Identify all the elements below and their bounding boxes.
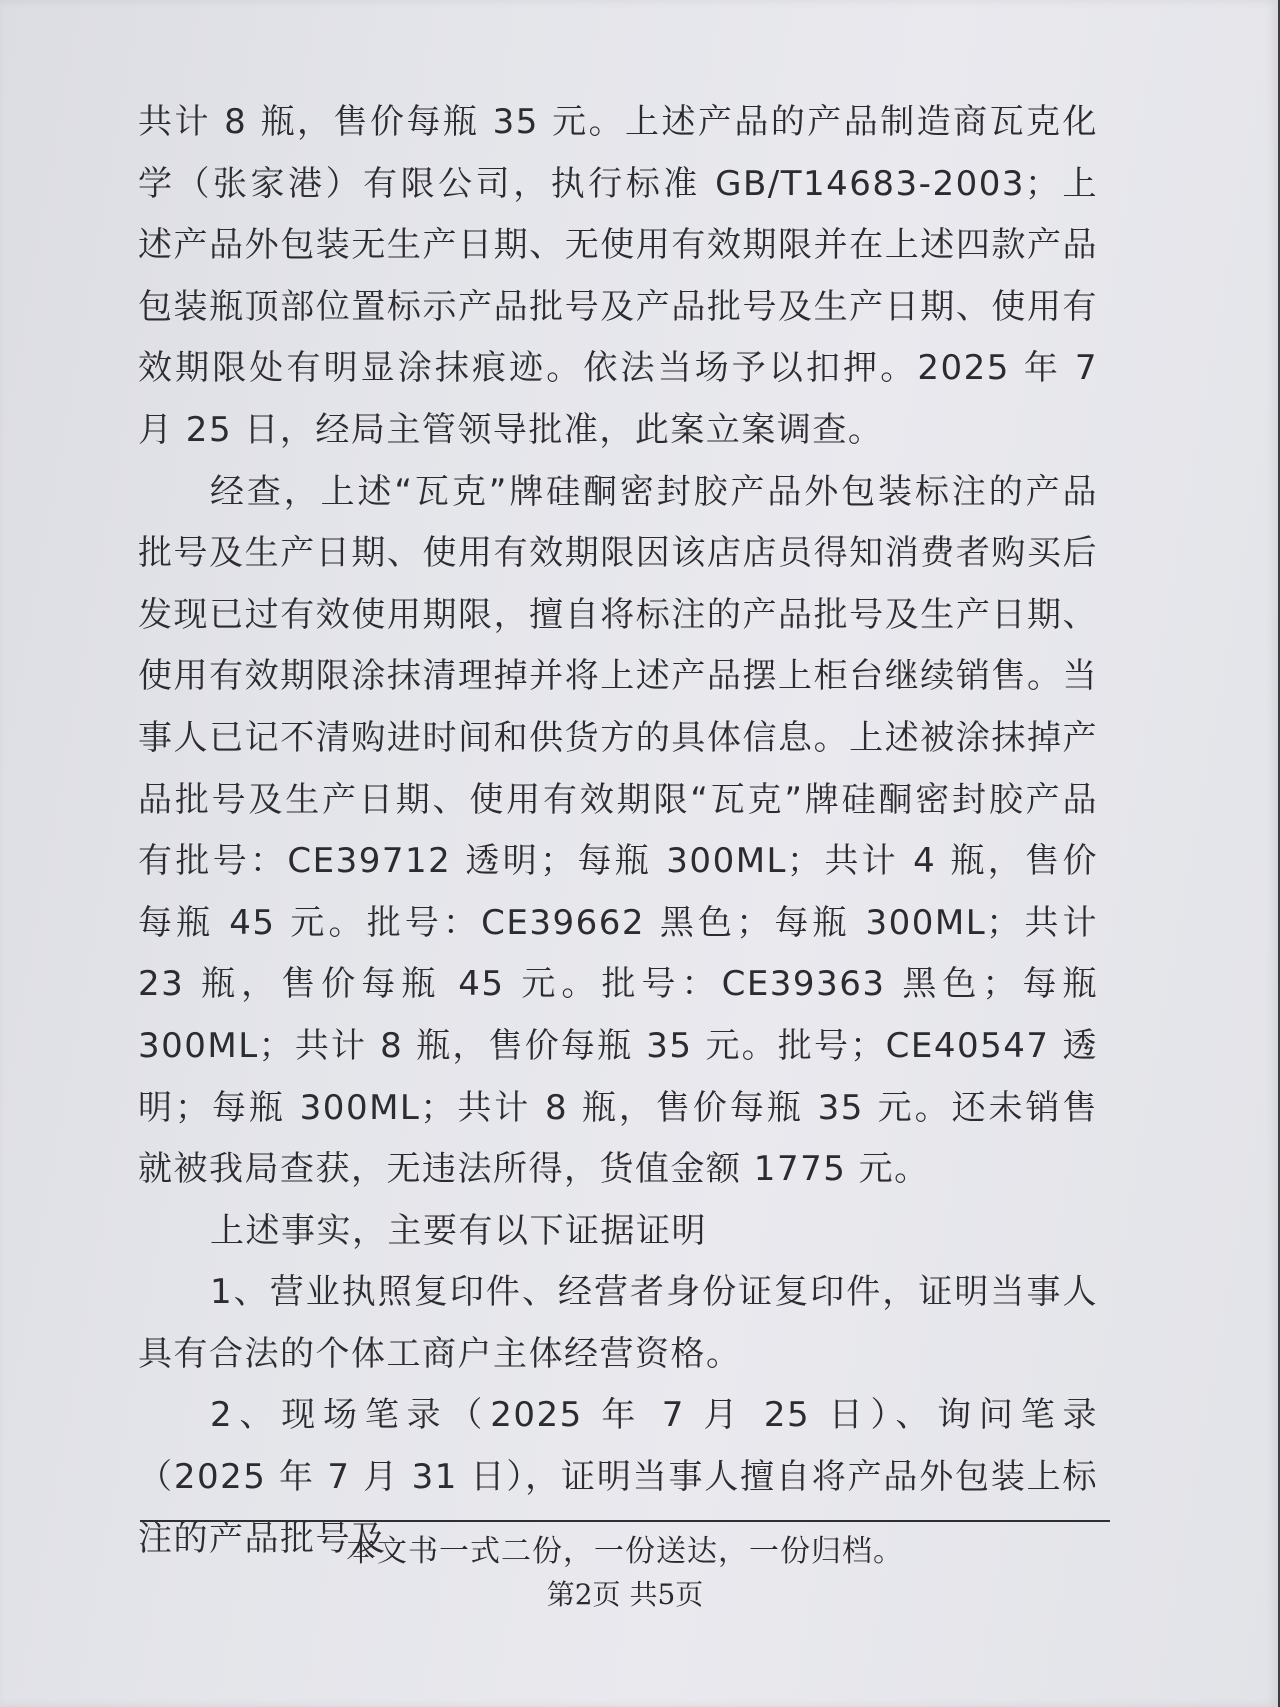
paragraph-investigation: 经查，上述“瓦克”牌硅酮密封胶产品外包装标注的产品批号及生产日期、使用有效期限因该店店员得知消费者购买后发现已过有效使用期限，擅自将标注的产品批号及生产日期、使用有效期限涂抹清理掉并将上述产品摆上柜台继续销售。当事人已记不清购进时间和供货方的具体信息。上述被涂抹掉产品批号及生产日期、使用有效期限“瓦克”牌硅酮密封胶产品有批号：CE39712 透明；每瓶 300ML；共计 4 瓶，售价每瓶 45 元。批号：CE39662 黑色；每瓶 300ML；共计 23 瓶，售价每瓶 45 元。批号：CE39363 黑色；每瓶 300ML；共计 8 瓶，售价每瓶 35 元。批号；CE40547 透明；每瓶 300ML；共计 8 瓶，售价每瓶 35 元。还未销售就被我局查获，无违法所得，货值金额 1775 元。 — [138, 471, 1098, 1190]
paragraph-evidence-intro: 上述事实，主要有以下证据证明 — [210, 1210, 707, 1251]
footer-divider — [140, 1520, 1110, 1522]
paragraph-evidence-1: 1、营业执照复印件、经营者身份证复印件，证明当事人具有合法的个体工商户主体经营资格。 — [138, 1272, 1098, 1374]
paragraph-evidence-2: 2、现场笔录（2025 年 7 月 25 日）、询问笔录（2025 年 7 月 31 日），证明当事人擅自将产品外包装上标注的产品批号及 — [138, 1395, 1098, 1559]
page-number: 第2页 共5页 — [546, 1578, 704, 1611]
document-body — [138, 92, 1098, 1570]
footer-note: 本文书一式二份，一份送达，一份归档。 — [346, 1534, 904, 1569]
paragraph-seizure: 共计 8 瓶，售价每瓶 35 元。上述产品的产品制造商瓦克化学（张家港）有限公司，执行标准 GB/T14683-2003；上述产品外包装无生产日期、无使用有效期限并在上述四款产品包装瓶顶部位置标示产品批号及产品批号及生产日期、使用有效期限处有明显涂抹痕迹。依法当场予以扣押。2025 年 7 月 25 日，经局主管领导批准，此案立案调查。 — [138, 102, 1098, 450]
